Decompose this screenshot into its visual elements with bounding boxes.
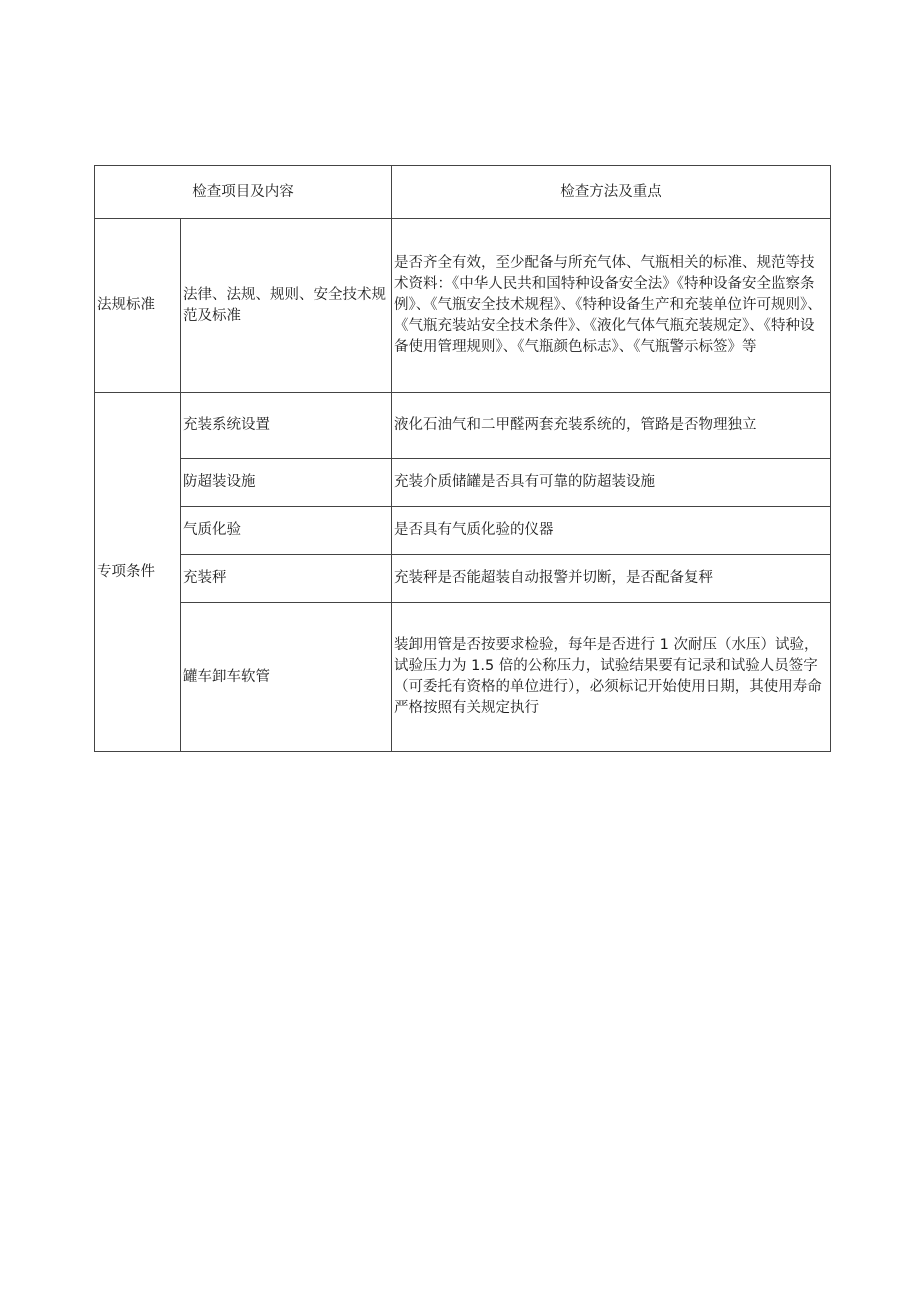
table-row (95, 393, 831, 459)
category-cell: 专项条件 (95, 393, 181, 752)
method-cell: 是否具有气质化验的仪器 (392, 507, 831, 555)
method-cell: 装卸用管是否按要求检验，每年是否进行 1 次耐压（水压）试验，试验压力为 1.5 倍的公称压力，试验结果要有记录和试验人员签字（可委托有资格的单位进行），必须标记开始使用日期，其使用寿命严格按照有关规定执行 (392, 603, 831, 752)
method-cell: 充装介质储罐是否具有可靠的防超装设施 (392, 459, 831, 507)
table-row (95, 219, 831, 393)
item-cell: 法律、法规、规则、安全技术规范及标准 (181, 219, 392, 393)
table-row (95, 507, 831, 555)
inspection-table (94, 165, 831, 752)
table-row (95, 459, 831, 507)
category-cell: 法规标准 (95, 219, 181, 393)
table-row (95, 603, 831, 752)
item-cell: 充装秤 (181, 555, 392, 603)
method-cell: 充装秤是否能超装自动报警并切断，是否配备复秤 (392, 555, 831, 603)
header-row (95, 166, 831, 219)
header-item-content: 检查项目及内容 (95, 166, 392, 219)
method-cell: 是否齐全有效，至少配备与所充气体、气瓶相关的标准、规范等技术资料：《中华人民共和国特种设备安全法》《特种设备安全监察条例》、《气瓶安全技术规程》、《特种设备生产和充装单位许可规则》、《气瓶充装站安全技术条件》、《液化气体气瓶充装规定》、《特种设备使用管理规则》、《气瓶颜色标志》、《气瓶警示标签》等 (392, 219, 831, 393)
item-cell: 罐车卸车软管 (181, 603, 392, 752)
table-row (95, 555, 831, 603)
item-cell: 充装系统设置 (181, 393, 392, 459)
header-method: 检查方法及重点 (392, 166, 831, 219)
method-cell: 液化石油气和二甲醛两套充装系统的，管路是否物理独立 (392, 393, 831, 459)
item-cell: 气质化验 (181, 507, 392, 555)
item-cell: 防超装设施 (181, 459, 392, 507)
